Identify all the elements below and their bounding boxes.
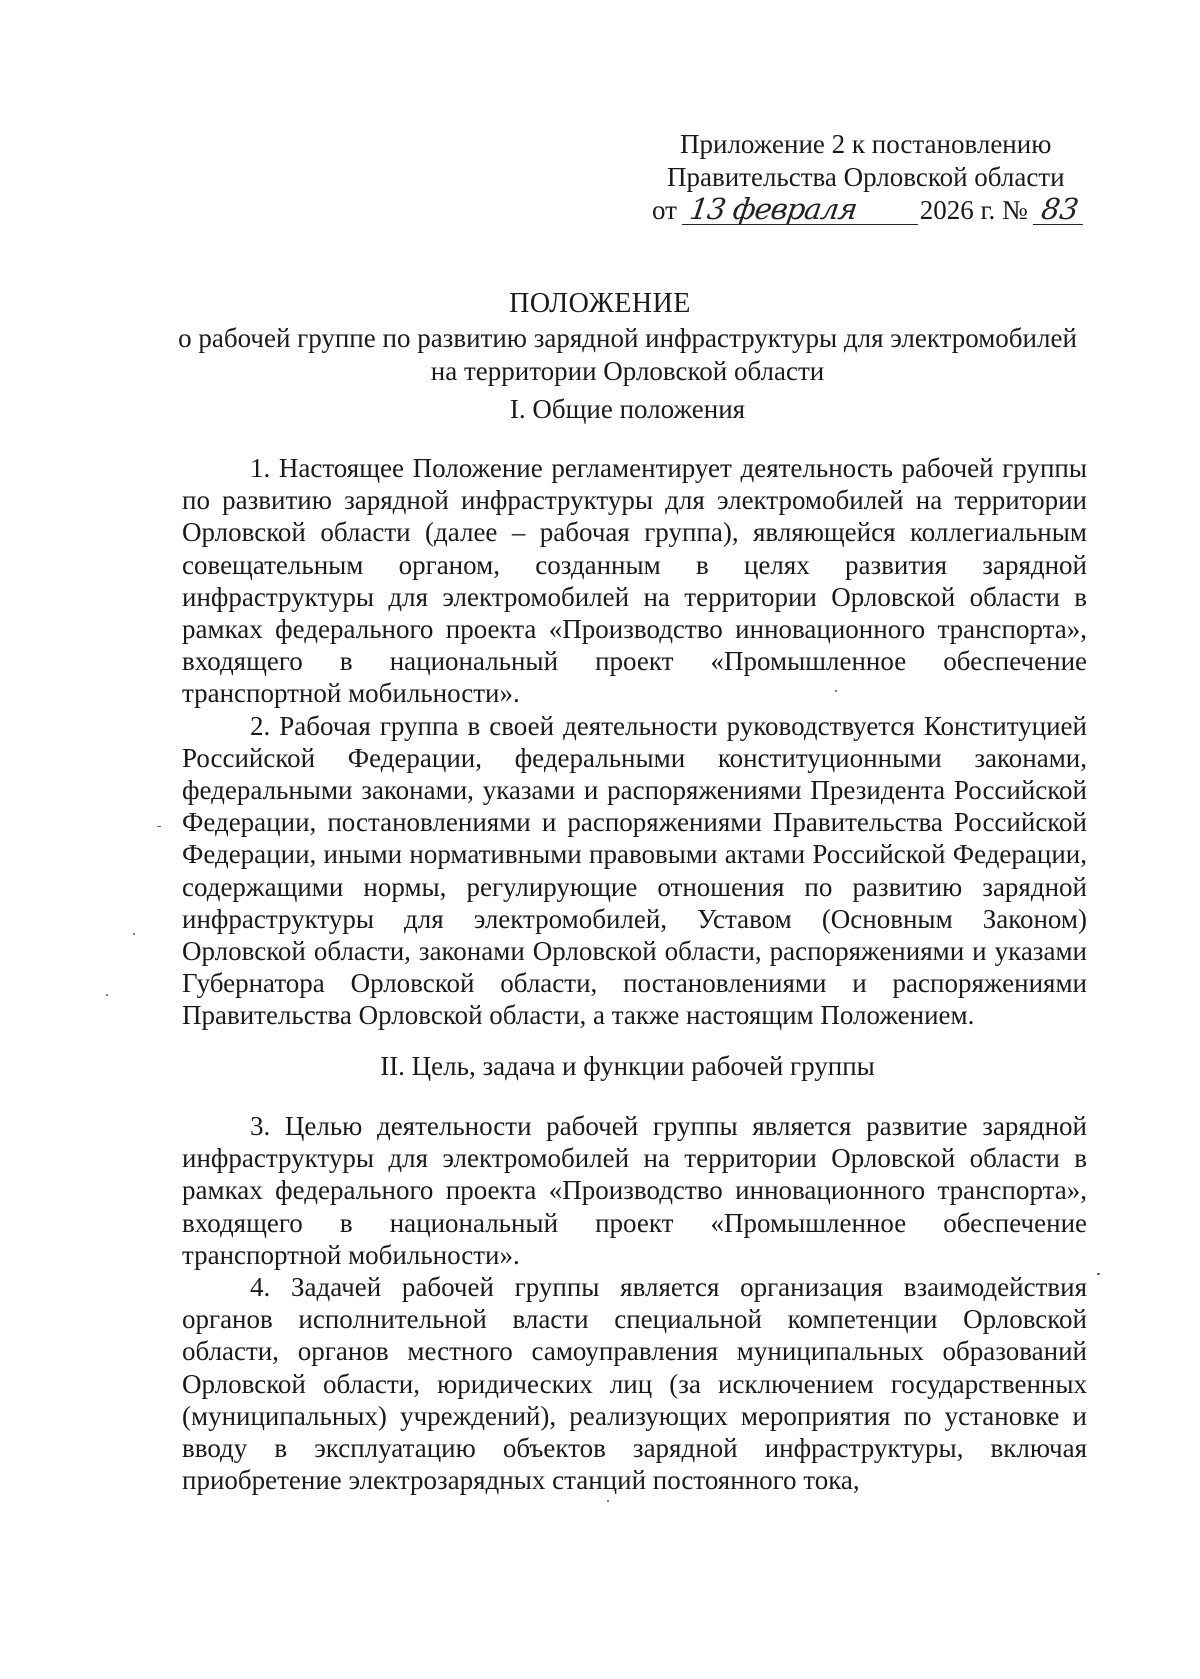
scan-speck <box>1097 1273 1100 1275</box>
handwritten-date: 13 февраля <box>682 194 922 225</box>
scan-speck <box>157 826 161 827</box>
paragraph-4: 4. Задачей рабочей группы является организация взаимодействия органов исполнительной власти специальной компетенции Орловской области, органов местного самоуправления муниципальных образований Орловской области, юридических лиц (за исключением государственных (муниципальных) учреждений), реализующих мероприятия по установке и вводу в эксплуатацию объектов зарядной инфраструктуры, включая приобретение электрозарядных станций постоянного тока, <box>182 1272 1087 1496</box>
section-2-body <box>182 1110 1087 1496</box>
year-text: 2026 г. № <box>919 195 1028 225</box>
scan-speck <box>106 994 108 996</box>
handwritten-number: 83 <box>1032 194 1086 225</box>
section-heading-2: II. Цель, задача и функции рабочей группы <box>380 1051 875 1081</box>
section-1-body <box>182 452 1087 1032</box>
date-prefix: от <box>652 195 677 225</box>
appendix-header <box>600 128 1090 230</box>
appendix-line-2: Правительства Орловской области <box>667 162 1065 192</box>
section-heading-1: I. Общие положения <box>509 394 746 424</box>
appendix-line-1: Приложение 2 к постановлению <box>680 129 1052 159</box>
paragraph-3: 3. Целью деятельности рабочей группы является развитие зарядной инфраструктуры для электромобилей на территории Орловской области в рамках федерального проекта «Производство инновационного транспорта», входящего в национальный проект «Промышленное обеспечение транспортной мобильности». <box>182 1111 1087 1270</box>
paragraph-1: 1. Настоящее Положение регламентирует деятельность рабочей группы по развитию зарядной инфраструктуры для электромобилей на территории Орловской области (далее – рабочая группа), являющейся коллегиальным совещательным органом, созданным в целях развития зарядной инфраструктуры для электромобилей на территории Орловской области в рамках федерального проекта «Производство инновационного транспорта», входящего в национальный проект «Промышленное обеспечение транспортной мобильности». <box>182 453 1087 709</box>
document-title: ПОЛОЖЕНИЕ <box>509 288 691 319</box>
paragraph-2: 2. Рабочая группа в своей деятельности руководствуется Конституцией Российской Федерации, федеральными конституционными законами, федеральными законами, указами и распоряжениями Президента Российской Федерации, постановлениями и распоряжениями Правительства Российской Федерации, иными нормативными правовыми актами Российской Федерации, содержащими нормы, регулирующие отношения по развитию зарядной инфраструктуры для электромобилей, Уставом (Основным Законом) Орловской области, законами Орловской области, распоряжениями и указами Губернатора Орловской области, постановлениями и распоряжениями Правительства Орловской области, а также настоящим Положением. <box>182 710 1087 1031</box>
scan-speck <box>133 933 135 935</box>
scan-speck <box>607 1500 609 1502</box>
appendix-date-line <box>600 194 1090 230</box>
scan-speck <box>835 690 837 692</box>
document-subtitle: о рабочей группе по развитию зарядной инфраструктуры для электромобилей на территории Орловской области <box>178 323 1077 386</box>
